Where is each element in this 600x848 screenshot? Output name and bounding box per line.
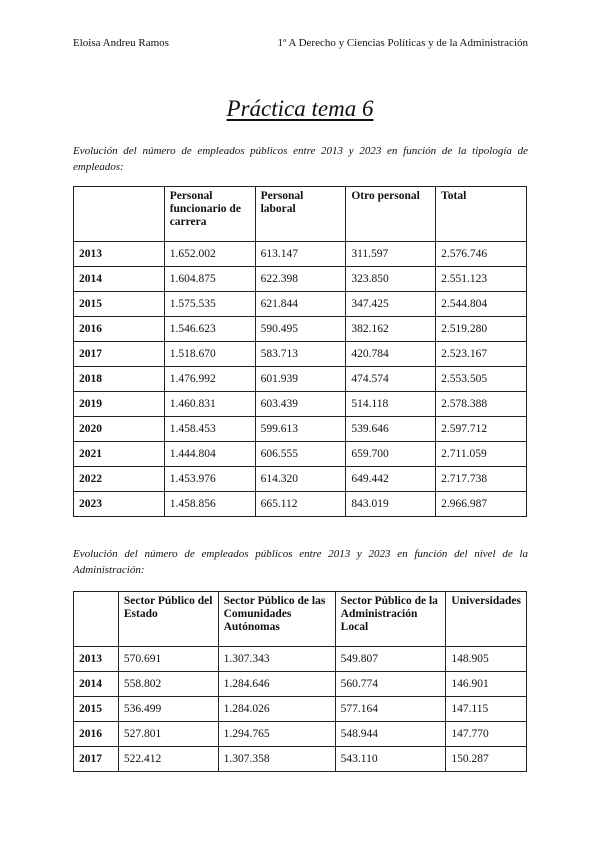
column-header: Total [436, 187, 527, 242]
year-cell: 2017 [74, 342, 165, 367]
table-row [74, 697, 527, 722]
table-row [74, 747, 527, 772]
value-cell: 420.784 [346, 342, 436, 367]
table-row [74, 722, 527, 747]
table2-caption: Evolución del número de empleados públicos entre 2013 y 2023 en función del nivel de la Administración: [73, 548, 528, 576]
table-row [74, 242, 527, 267]
column-header: Personal laboral [255, 187, 346, 242]
employee-type-table [73, 186, 527, 517]
value-cell: 1.458.453 [164, 417, 255, 442]
value-cell: 622.398 [255, 267, 346, 292]
table-row [74, 442, 527, 467]
table-row [74, 672, 527, 697]
value-cell: 539.646 [346, 417, 436, 442]
value-cell: 1.284.646 [218, 672, 335, 697]
value-cell: 146.901 [446, 672, 527, 697]
value-cell: 527.801 [118, 722, 218, 747]
table-row [74, 292, 527, 317]
table-row [74, 317, 527, 342]
table-row [74, 647, 527, 672]
year-cell: 2020 [74, 417, 165, 442]
table-header-row [74, 592, 527, 647]
value-cell: 1.476.992 [164, 367, 255, 392]
table-header-row [74, 187, 527, 242]
value-cell: 590.495 [255, 317, 346, 342]
value-cell: 549.807 [335, 647, 446, 672]
value-cell: 150.287 [446, 747, 527, 772]
value-cell: 665.112 [255, 492, 346, 517]
value-cell: 347.425 [346, 292, 436, 317]
column-header: Sector Público del Estado [118, 592, 218, 647]
value-cell: 570.691 [118, 647, 218, 672]
year-cell: 2015 [74, 697, 119, 722]
column-header: Otro personal [346, 187, 436, 242]
header-course: 1º A Derecho y Ciencias Políticas y de la Administración [277, 37, 528, 49]
value-cell: 2.711.059 [436, 442, 527, 467]
value-cell: 2.523.167 [436, 342, 527, 367]
value-cell: 606.555 [255, 442, 346, 467]
table-row [74, 417, 527, 442]
page-title: Práctica tema 6 [226, 96, 374, 121]
year-cell: 2015 [74, 292, 165, 317]
value-cell: 382.162 [346, 317, 436, 342]
table-row [74, 392, 527, 417]
value-cell: 649.442 [346, 467, 436, 492]
value-cell: 522.412 [118, 747, 218, 772]
value-cell: 147.770 [446, 722, 527, 747]
value-cell: 621.844 [255, 292, 346, 317]
value-cell: 1.604.875 [164, 267, 255, 292]
value-cell: 599.613 [255, 417, 346, 442]
value-cell: 659.700 [346, 442, 436, 467]
year-cell: 2014 [74, 672, 119, 697]
value-cell: 2.551.123 [436, 267, 527, 292]
value-cell: 2.544.804 [436, 292, 527, 317]
value-cell: 1.307.358 [218, 747, 335, 772]
value-cell: 148.905 [446, 647, 527, 672]
value-cell: 614.320 [255, 467, 346, 492]
year-cell: 2013 [74, 242, 165, 267]
year-cell: 2021 [74, 442, 165, 467]
value-cell: 601.939 [255, 367, 346, 392]
value-cell: 543.110 [335, 747, 446, 772]
value-cell: 577.164 [335, 697, 446, 722]
year-cell: 2019 [74, 392, 165, 417]
year-cell: 2016 [74, 317, 165, 342]
year-cell: 2022 [74, 467, 165, 492]
year-cell: 2013 [74, 647, 119, 672]
year-cell: 2018 [74, 367, 165, 392]
header-author: Eloisa Andreu Ramos [73, 37, 169, 49]
value-cell: 1.453.976 [164, 467, 255, 492]
year-cell: 2023 [74, 492, 165, 517]
value-cell: 560.774 [335, 672, 446, 697]
value-cell: 603.439 [255, 392, 346, 417]
value-cell: 1.460.831 [164, 392, 255, 417]
value-cell: 2.519.280 [436, 317, 527, 342]
year-cell: 2014 [74, 267, 165, 292]
value-cell: 2.597.712 [436, 417, 527, 442]
value-cell: 1.294.765 [218, 722, 335, 747]
value-cell: 1.444.804 [164, 442, 255, 467]
value-cell: 613.147 [255, 242, 346, 267]
value-cell: 1.458.856 [164, 492, 255, 517]
table1-caption: Evolución del número de empleados públicos entre 2013 y 2023 en función de la tipología de empleados: [73, 145, 528, 173]
value-cell: 843.019 [346, 492, 436, 517]
value-cell: 1.307.343 [218, 647, 335, 672]
value-cell: 583.713 [255, 342, 346, 367]
value-cell: 1.284.026 [218, 697, 335, 722]
value-cell: 2.717.738 [436, 467, 527, 492]
value-cell: 311.597 [346, 242, 436, 267]
value-cell: 2.576.746 [436, 242, 527, 267]
column-header: Personal funcionario de carrera [164, 187, 255, 242]
value-cell: 323.850 [346, 267, 436, 292]
year-cell: 2017 [74, 747, 119, 772]
value-cell: 558.802 [118, 672, 218, 697]
column-header: Sector Público de las Comunidades Autónomas [218, 592, 335, 647]
corner-header-cell [74, 592, 119, 647]
table-row [74, 467, 527, 492]
value-cell: 1.575.535 [164, 292, 255, 317]
value-cell: 1.518.670 [164, 342, 255, 367]
value-cell: 2.553.505 [436, 367, 527, 392]
column-header: Universidades [446, 592, 527, 647]
administration-level-table [73, 591, 527, 772]
corner-header-cell [74, 187, 165, 242]
value-cell: 474.574 [346, 367, 436, 392]
year-cell: 2016 [74, 722, 119, 747]
table-row [74, 492, 527, 517]
column-header: Sector Público de la Administración Local [335, 592, 446, 647]
table-row [74, 342, 527, 367]
value-cell: 1.546.623 [164, 317, 255, 342]
value-cell: 548.944 [335, 722, 446, 747]
value-cell: 147.115 [446, 697, 527, 722]
value-cell: 514.118 [346, 392, 436, 417]
value-cell: 1.652.002 [164, 242, 255, 267]
value-cell: 2.966.987 [436, 492, 527, 517]
value-cell: 536.499 [118, 697, 218, 722]
table-row [74, 267, 527, 292]
value-cell: 2.578.388 [436, 392, 527, 417]
table-row [74, 367, 527, 392]
